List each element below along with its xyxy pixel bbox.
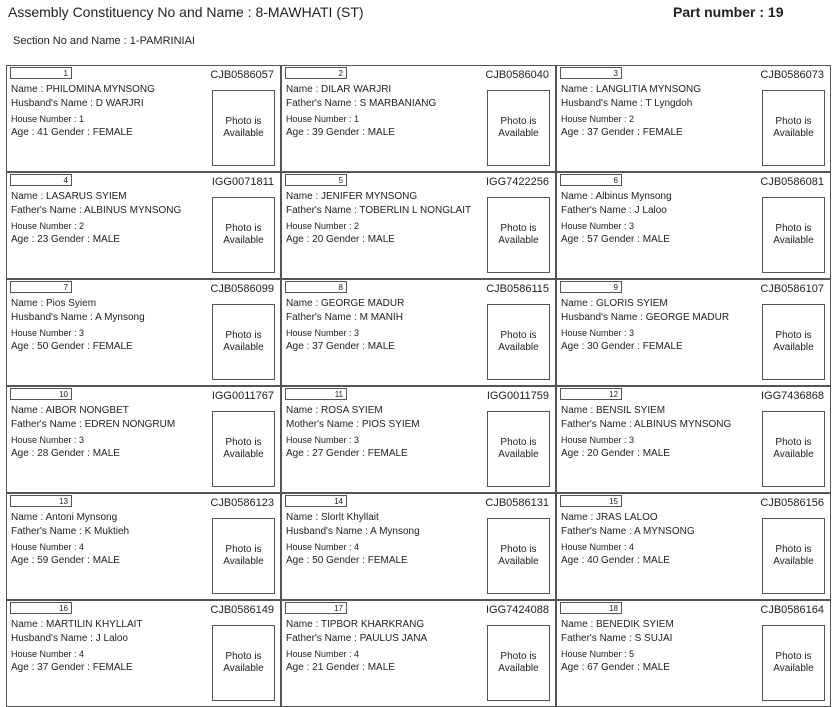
voter-name: Name : Pios Syiem: [11, 298, 97, 309]
serial-number: 6: [560, 174, 622, 186]
serial-number: 11: [285, 388, 347, 400]
age-gender: Age : 27 Gender : FEMALE: [286, 448, 408, 460]
serial-number: 17: [285, 602, 347, 614]
photo-text: Photo is Available: [223, 330, 264, 353]
voter-name: Name : Slorlt Khyllait: [286, 512, 379, 523]
age-gender: Age : 59 Gender : MALE: [11, 555, 120, 567]
house-number: House Number : 4: [561, 541, 635, 552]
voter-card: [6, 172, 281, 279]
epic-number: CJB0586099: [210, 283, 274, 295]
age-gender: Age : 57 Gender : MALE: [561, 234, 670, 246]
house-number: House Number : 3: [286, 434, 360, 445]
serial-number: 8: [285, 281, 347, 293]
voter-grid: [6, 65, 831, 707]
house-number: House Number : 4: [286, 648, 360, 659]
voter-card: [556, 386, 831, 493]
voter-name: Name : JENIFER MYNSONG: [286, 191, 418, 202]
relation-name: Husband's Name : A Mynsong: [11, 312, 145, 324]
epic-number: CJB0586131: [485, 497, 549, 509]
serial-number: 12: [560, 388, 622, 400]
epic-number: IGG0071811: [211, 176, 274, 188]
age-gender: Age : 50 Gender : FEMALE: [11, 341, 133, 353]
epic-number: CJB0586107: [760, 283, 824, 295]
photo-text: Photo is Available: [223, 437, 264, 460]
relation-name: Husband's Name : D WARJRI: [11, 98, 144, 110]
house-number: House Number : 1: [286, 113, 360, 124]
epic-number: CJB0586164: [760, 604, 824, 616]
relation-name: Husband's Name : T Lyngdoh: [561, 98, 693, 110]
photo-text: Photo is Available: [223, 651, 264, 674]
epic-number: CJB0586115: [486, 283, 549, 295]
photo-placeholder: [762, 304, 825, 380]
photo-placeholder: [762, 90, 825, 166]
house-number: House Number : 3: [286, 327, 360, 338]
voter-details: [286, 511, 478, 569]
house-number: House Number : 3: [11, 434, 85, 445]
photo-text: Photo is Available: [773, 223, 814, 246]
voter-details: [11, 83, 203, 141]
voter-card: [281, 279, 556, 386]
age-gender: Age : 39 Gender : MALE: [286, 127, 395, 139]
epic-number: CJB0586123: [210, 497, 274, 509]
age-gender: Age : 37 Gender : MALE: [286, 341, 395, 353]
serial-number: 13: [10, 495, 72, 507]
relation-name: Father's Name : PAULUS JANA: [286, 633, 428, 645]
voter-name: Name : BENSIL SYIEM: [561, 405, 666, 416]
epic-number: CJB0586040: [485, 69, 549, 81]
voter-name: Name : JRAS LALOO: [561, 512, 658, 523]
photo-placeholder: [487, 411, 550, 487]
epic-number: IGG7424088: [486, 604, 549, 616]
voter-details: [11, 190, 203, 248]
voter-details: [11, 511, 203, 569]
voter-name: Name : GEORGE MADUR: [286, 298, 405, 309]
house-number: House Number : 3: [561, 434, 635, 445]
voter-details: [561, 618, 753, 676]
age-gender: Age : 67 Gender : MALE: [561, 662, 670, 674]
epic-number: CJB0586156: [760, 497, 824, 509]
voter-details: [286, 618, 478, 676]
house-number: House Number : 3: [11, 327, 85, 338]
photo-text: Photo is Available: [223, 223, 264, 246]
relation-name: Husband's Name : A Mynsong: [286, 526, 420, 538]
serial-number: 4: [10, 174, 72, 186]
voter-card: [6, 65, 281, 172]
voter-card: [281, 172, 556, 279]
age-gender: Age : 37 Gender : FEMALE: [561, 127, 683, 139]
voter-card: [556, 493, 831, 600]
photo-placeholder: [762, 411, 825, 487]
photo-text: Photo is Available: [223, 116, 264, 139]
serial-number: 10: [10, 388, 72, 400]
voter-card: [556, 172, 831, 279]
voter-card: [6, 600, 281, 707]
photo-placeholder: [762, 625, 825, 701]
voter-details: [286, 190, 478, 248]
voter-card: [556, 279, 831, 386]
voter-details: [11, 618, 203, 676]
voter-name: Name : PHILOMINA MYNSONG: [11, 84, 155, 95]
serial-number: 15: [560, 495, 622, 507]
photo-text: Photo is Available: [498, 544, 539, 567]
epic-number: IGG7422256: [486, 176, 549, 188]
age-gender: Age : 21 Gender : MALE: [286, 662, 395, 674]
voter-name: Name : GLORIS SYIEM: [561, 298, 668, 309]
voter-details: [561, 190, 753, 248]
relation-name: Father's Name : ALBINUS MYNSONG: [561, 419, 732, 431]
age-gender: Age : 30 Gender : FEMALE: [561, 341, 683, 353]
voter-details: [286, 297, 478, 355]
epic-number: IGG0011767: [211, 390, 274, 402]
relation-name: Father's Name : TOBERLIN L NONGLAIT: [286, 205, 472, 217]
house-number: House Number : 4: [286, 541, 360, 552]
voter-details: [11, 297, 203, 355]
voter-details: [561, 511, 753, 569]
photo-text: Photo is Available: [773, 437, 814, 460]
constituency-title: Assembly Constituency No and Name : 8-MAWHATI (ST): [8, 4, 364, 20]
photo-text: Photo is Available: [498, 116, 539, 139]
age-gender: Age : 50 Gender : FEMALE: [286, 555, 408, 567]
voter-card: [6, 386, 281, 493]
relation-name: Husband's Name : GEORGE MADUR: [561, 312, 730, 324]
serial-number: 5: [285, 174, 347, 186]
photo-placeholder: [487, 304, 550, 380]
house-number: House Number : 4: [11, 648, 85, 659]
voter-card: [281, 600, 556, 707]
serial-number: 3: [560, 67, 622, 79]
epic-number: IGG7436868: [761, 390, 824, 402]
house-number: House Number : 4: [11, 541, 85, 552]
house-number: House Number : 3: [561, 220, 635, 231]
voter-name: Name : TIPBOR KHARKRANG: [286, 619, 425, 630]
photo-placeholder: [762, 197, 825, 273]
voter-details: [286, 83, 478, 141]
age-gender: Age : 40 Gender : MALE: [561, 555, 670, 567]
voter-name: Name : DILAR WARJRI: [286, 84, 392, 95]
voter-name: Name : LASARUS SYIEM: [11, 191, 127, 202]
photo-text: Photo is Available: [498, 330, 539, 353]
part-number: Part number : 19: [673, 4, 784, 20]
epic-number: CJB0586073: [760, 69, 824, 81]
relation-name: Father's Name : J Laloo: [561, 205, 667, 217]
voter-card: [556, 65, 831, 172]
section-label: Section No and Name : 1-PAMRINIAI: [13, 35, 195, 47]
house-number: House Number : 3: [561, 327, 635, 338]
photo-placeholder: [487, 90, 550, 166]
relation-name: Husband's Name : J Laloo: [11, 633, 128, 645]
voter-card: [281, 493, 556, 600]
epic-number: CJB0586057: [210, 69, 274, 81]
voter-name: Name : AIBOR NONGBET: [11, 405, 129, 416]
relation-name: Father's Name : S SUJAI: [561, 633, 673, 645]
house-number: House Number : 5: [561, 648, 635, 659]
age-gender: Age : 20 Gender : MALE: [286, 234, 395, 246]
age-gender: Age : 23 Gender : MALE: [11, 234, 120, 246]
house-number: House Number : 2: [11, 220, 85, 231]
age-gender: Age : 41 Gender : FEMALE: [11, 127, 133, 139]
photo-placeholder: [212, 625, 275, 701]
epic-number: CJB0586081: [760, 176, 824, 188]
relation-name: Father's Name : K Muktieh: [11, 526, 130, 538]
house-number: House Number : 2: [561, 113, 635, 124]
relation-name: Father's Name : ALBINUS MYNSONG: [11, 205, 182, 217]
photo-placeholder: [212, 518, 275, 594]
voter-name: Name : MARTILIN KHYLLAIT: [11, 619, 143, 630]
serial-number: 2: [285, 67, 347, 79]
photo-placeholder: [487, 518, 550, 594]
relation-name: Mother's Name : PIOS SYIEM: [286, 419, 420, 431]
voter-card: [281, 65, 556, 172]
voter-name: Name : Antoni Mynsong: [11, 512, 118, 523]
voter-card: [281, 386, 556, 493]
age-gender: Age : 37 Gender : FEMALE: [11, 662, 133, 674]
voter-details: [561, 83, 753, 141]
photo-placeholder: [212, 197, 275, 273]
photo-text: Photo is Available: [773, 330, 814, 353]
serial-number: 7: [10, 281, 72, 293]
photo-text: Photo is Available: [773, 544, 814, 567]
photo-text: Photo is Available: [773, 651, 814, 674]
voter-card: [556, 600, 831, 707]
photo-text: Photo is Available: [773, 116, 814, 139]
voter-name: Name : Albinus Mynsong: [561, 191, 672, 202]
voter-name: Name : BENEDIK SYIEM: [561, 619, 674, 630]
house-number: House Number : 2: [286, 220, 360, 231]
age-gender: Age : 20 Gender : MALE: [561, 448, 670, 460]
photo-text: Photo is Available: [498, 223, 539, 246]
photo-text: Photo is Available: [498, 651, 539, 674]
relation-name: Father's Name : M MANIH: [286, 312, 403, 324]
serial-number: 16: [10, 602, 72, 614]
photo-placeholder: [212, 304, 275, 380]
age-gender: Age : 28 Gender : MALE: [11, 448, 120, 460]
serial-number: 9: [560, 281, 622, 293]
photo-placeholder: [212, 411, 275, 487]
epic-number: CJB0586149: [210, 604, 274, 616]
voter-name: Name : LANGLITIA MYNSONG: [561, 84, 702, 95]
voter-card: [6, 279, 281, 386]
relation-name: Father's Name : EDREN NONGRUM: [11, 419, 176, 431]
voter-card: [6, 493, 281, 600]
photo-text: Photo is Available: [498, 437, 539, 460]
photo-placeholder: [487, 197, 550, 273]
serial-number: 1: [10, 67, 72, 79]
serial-number: 14: [285, 495, 347, 507]
house-number: House Number : 1: [11, 113, 85, 124]
voter-name: Name : ROSA SYIEM: [286, 405, 383, 416]
photo-placeholder: [762, 518, 825, 594]
voter-details: [561, 297, 753, 355]
photo-placeholder: [487, 625, 550, 701]
photo-placeholder: [212, 90, 275, 166]
serial-number: 18: [560, 602, 622, 614]
photo-text: Photo is Available: [223, 544, 264, 567]
voter-details: [561, 404, 753, 462]
epic-number: IGG0011759: [486, 390, 549, 402]
voter-details: [11, 404, 203, 462]
relation-name: Father's Name : S MARBANIANG: [286, 98, 437, 110]
voter-details: [286, 404, 478, 462]
relation-name: Father's Name : A MYNSONG: [561, 526, 695, 538]
